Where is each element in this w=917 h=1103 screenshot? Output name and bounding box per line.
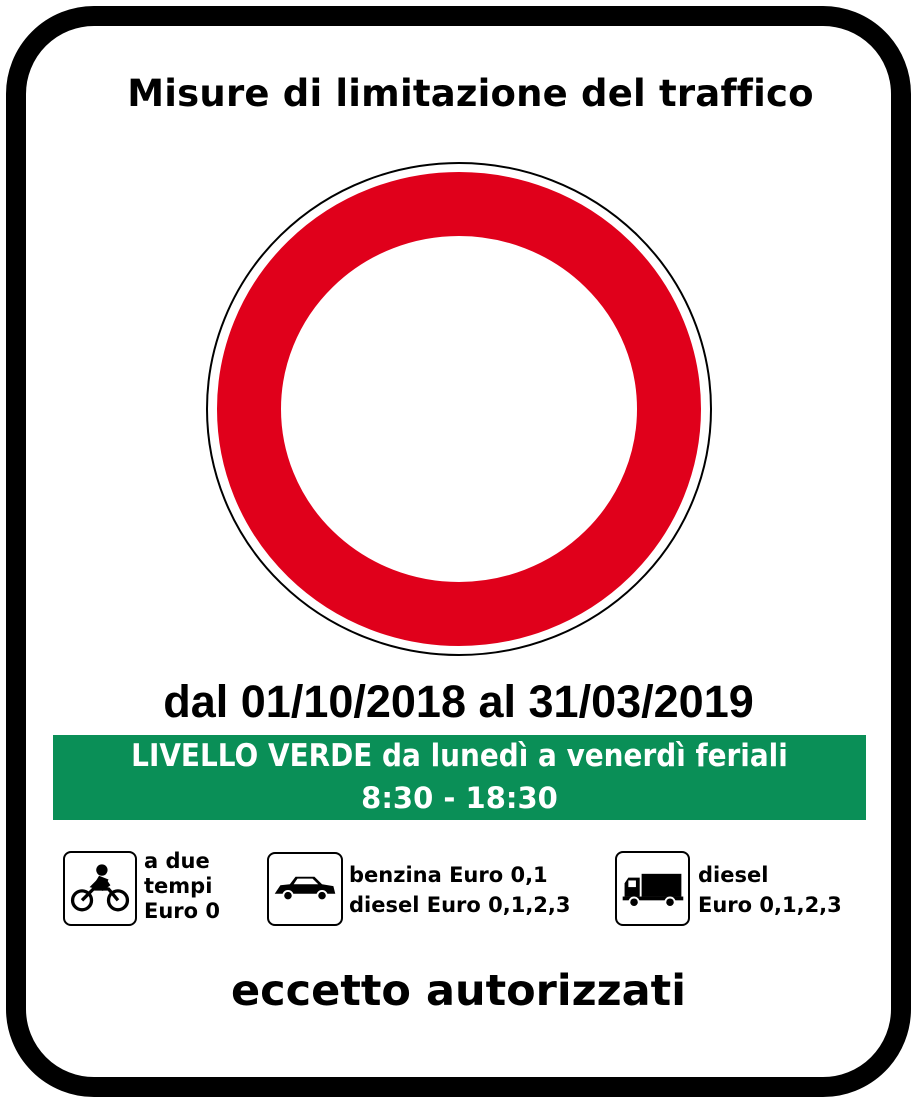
- car-icon-box: [267, 852, 343, 926]
- car-icon: [269, 854, 341, 924]
- car-restriction-text: [349, 860, 571, 920]
- vehicle-text-line: a due: [144, 849, 210, 873]
- level-days: da lunedì a venerdì feriali: [382, 738, 788, 774]
- vehicle-text-line: benzina Euro 0,1: [349, 863, 548, 887]
- truck-icon: [617, 853, 688, 924]
- level-hours: 8:30 - 18:30: [361, 781, 558, 815]
- validity-date-range: dal 01/10/2018 al 31/03/2019: [163, 676, 754, 727]
- vehicle-text-line: diesel Euro 0,1,2,3: [349, 893, 571, 917]
- no-vehicles-ring-icon: [205, 161, 713, 657]
- motorcycle-restriction-text: [144, 849, 220, 924]
- level-name: LIVELLO VERDE: [131, 738, 373, 774]
- motorcycle-icon-box: [63, 851, 137, 926]
- sign-title: Misure di limitazione del traffico: [127, 72, 814, 115]
- level-days-line: [94, 738, 826, 774]
- exception-text: eccetto autorizzati: [231, 966, 686, 1016]
- motorcycle-icon: [65, 853, 135, 924]
- truck-icon-box: [615, 851, 690, 926]
- vehicle-text-line: Euro 0: [144, 899, 221, 923]
- truck-restriction-text: [698, 860, 842, 920]
- vehicle-text-line: Euro 0,1,2,3: [698, 893, 842, 917]
- level-bar: [53, 735, 866, 820]
- vehicle-text-line: diesel: [698, 863, 769, 887]
- vehicle-text-line: tempi: [144, 874, 213, 898]
